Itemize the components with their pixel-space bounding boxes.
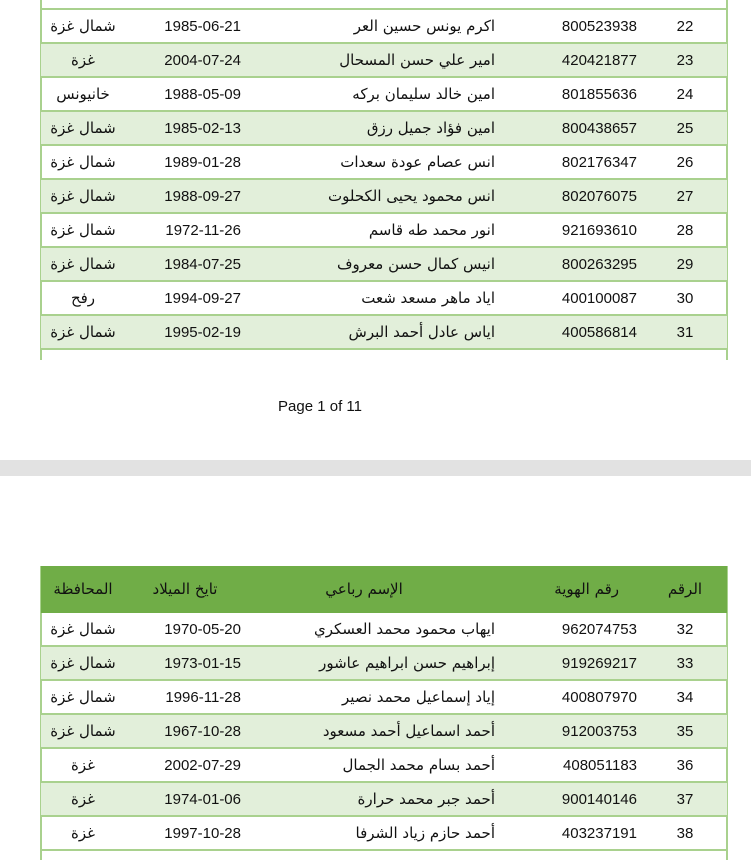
cell-full-name: انيس كمال حسن معروف (245, 247, 513, 281)
cell-id-number: 400100087 (513, 281, 643, 315)
table-row[interactable] (41, 111, 727, 145)
cell-full-name: انور محمد طه قاسم (245, 213, 513, 247)
cell-governorate: غزة (41, 748, 125, 782)
table-row[interactable] (41, 680, 727, 714)
table-row[interactable] (41, 9, 727, 43)
cell-number: 23 (643, 43, 727, 77)
cell-id-number: 802076075 (513, 179, 643, 213)
cell-number: 24 (643, 77, 727, 111)
cell-birthdate: 1973-01-15 (125, 646, 245, 680)
table-row[interactable] (41, 714, 727, 748)
cell-number: 29 (643, 247, 727, 281)
cell-number: 31 (643, 315, 727, 349)
page-footer: Page 1 of 11 (278, 398, 362, 415)
table-row[interactable] (41, 247, 727, 281)
cell-governorate: رفح (41, 281, 125, 315)
table-row[interactable] (41, 315, 727, 349)
table-row[interactable] (41, 213, 727, 247)
cell-number: 25 (643, 111, 727, 145)
data-table-page-2 (41, 566, 727, 851)
cell-birthdate: 1997-10-28 (125, 816, 245, 850)
cell-governorate: غزة (41, 782, 125, 816)
cell-number: 26 (643, 145, 727, 179)
cell-id-number: 801855636 (513, 77, 643, 111)
cell-governorate: شمال غزة (41, 213, 125, 247)
cell-birthdate: 1967-10-28 (125, 714, 245, 748)
cell-id-number: 919269217 (513, 646, 643, 680)
cell-full-name: إبراهيم حسن ابراهيم عاشور (245, 646, 513, 680)
cell-governorate: شمال غزة (41, 714, 125, 748)
cell-number: 30 (643, 281, 727, 315)
cell-governorate: خانيونس (41, 77, 125, 111)
cell-number: 34 (643, 680, 727, 714)
column-header-birthdate[interactable]: تايخ الميلاد (125, 566, 245, 612)
cell-governorate: شمال غزة (41, 680, 125, 714)
cell-birthdate: 1974-01-06 (125, 782, 245, 816)
cell-number: 35 (643, 714, 727, 748)
table-row[interactable] (41, 782, 727, 816)
cell-governorate: شمال غزة (41, 111, 125, 145)
cell-id-number: 900140146 (513, 782, 643, 816)
document-page-2 (0, 476, 751, 860)
cell-governorate: شمال غزة (41, 646, 125, 680)
cell-number: 28 (643, 213, 727, 247)
cell-birthdate: 2002-07-29 (125, 748, 245, 782)
cell-number: 37 (643, 782, 727, 816)
cell-birthdate: 1996-11-28 (125, 680, 245, 714)
cell-birthdate: 1988-05-09 (125, 77, 245, 111)
table-row[interactable] (41, 816, 727, 850)
cell-governorate: شمال غزة (41, 315, 125, 349)
cell-full-name: أحمد بسام محمد الجمال (245, 748, 513, 782)
cell-id-number: 800263295 (513, 247, 643, 281)
cell-number: 27 (643, 179, 727, 213)
cell-full-name: امين فؤاد جميل رزق (245, 111, 513, 145)
column-header-number[interactable]: الرقم (643, 566, 727, 612)
cell-birthdate: 2004-07-24 (125, 43, 245, 77)
cell-id-number: 800438657 (513, 111, 643, 145)
cell-full-name: أحمد جبر محمد حرارة (245, 782, 513, 816)
cell-birthdate: 1994-09-27 (125, 281, 245, 315)
cell-full-name: أحمد اسماعيل أحمد مسعود (245, 714, 513, 748)
cell-birthdate: 1985-06-21 (125, 9, 245, 43)
cell-full-name: اكرم يونس حسين العر (245, 9, 513, 43)
cell-number: 38 (643, 816, 727, 850)
cell-id-number: 802176347 (513, 145, 643, 179)
column-header-name[interactable]: الإسم رباعي (245, 566, 513, 612)
cell-governorate: شمال غزة (41, 9, 125, 43)
cell-birthdate: 1984-07-25 (125, 247, 245, 281)
cell-id-number: 912003753 (513, 714, 643, 748)
column-header-id[interactable]: رقم الهوية (513, 566, 643, 612)
column-header-governorate[interactable]: المحافظة (41, 566, 125, 612)
cell-governorate: شمال غزة (41, 612, 125, 646)
cell-birthdate: 1985-02-13 (125, 111, 245, 145)
cell-full-name: اياس عادل أحمد البرش (245, 315, 513, 349)
cell-birthdate: 1972-11-26 (125, 213, 245, 247)
cell-number: 36 (643, 748, 727, 782)
cell-full-name: إياد إسماعيل محمد نصير (245, 680, 513, 714)
cell-id-number: 400586814 (513, 315, 643, 349)
cell-governorate: غزة (41, 43, 125, 77)
cell-full-name: انس عصام عودة سعدات (245, 145, 513, 179)
cell-number: 32 (643, 612, 727, 646)
cell-full-name: اياد ماهر مسعد شعت (245, 281, 513, 315)
cell-birthdate: 1995-02-19 (125, 315, 245, 349)
cell-id-number: 921693610 (513, 213, 643, 247)
cell-birthdate: 1989-01-28 (125, 145, 245, 179)
cell-number: 22 (643, 9, 727, 43)
table-row[interactable] (41, 646, 727, 680)
cell-full-name: انس محمود يحيى الكحلوت (245, 179, 513, 213)
page-separator (0, 460, 751, 476)
table-row[interactable] (41, 748, 727, 782)
cell-full-name: أحمد حازم زياد الشرفا (245, 816, 513, 850)
cell-governorate: شمال غزة (41, 247, 125, 281)
data-table-page-1 (41, 8, 727, 350)
cell-governorate: غزة (41, 816, 125, 850)
cell-number: 33 (643, 646, 727, 680)
table-row[interactable] (41, 612, 727, 646)
cell-full-name: ايهاب محمود محمد العسكري (245, 612, 513, 646)
table-row[interactable] (41, 145, 727, 179)
cell-governorate: شمال غزة (41, 145, 125, 179)
table-header-row (41, 566, 727, 612)
cell-governorate: شمال غزة (41, 179, 125, 213)
cell-birthdate: 1970-05-20 (125, 612, 245, 646)
table-row[interactable] (41, 281, 727, 315)
cell-id-number: 420421877 (513, 43, 643, 77)
cell-birthdate: 1988-09-27 (125, 179, 245, 213)
cell-id-number: 962074753 (513, 612, 643, 646)
cell-full-name: امين خالد سليمان بركه (245, 77, 513, 111)
cell-id-number: 408051183 (513, 748, 643, 782)
table-row[interactable] (41, 77, 727, 111)
table-row[interactable] (41, 179, 727, 213)
cell-id-number: 800523938 (513, 9, 643, 43)
cell-id-number: 403237191 (513, 816, 643, 850)
cell-id-number: 400807970 (513, 680, 643, 714)
cell-full-name: امير علي حسن المسحال (245, 43, 513, 77)
table-row[interactable] (41, 43, 727, 77)
